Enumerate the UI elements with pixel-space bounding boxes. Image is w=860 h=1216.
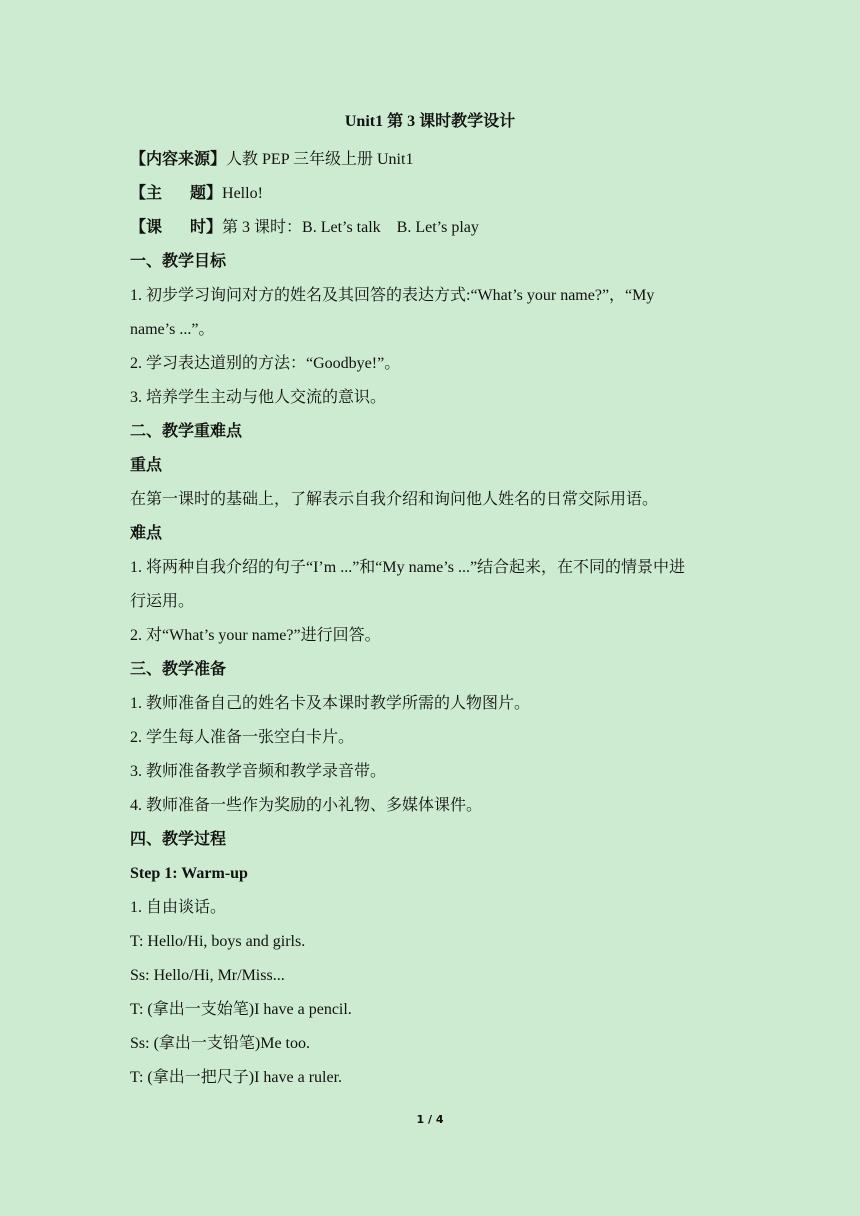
paragraph-line: 1. 将两种自我介绍的句子“I’m ...”和“My name’s ...”结合起来，在不同的情景中进 <box>130 559 686 576</box>
meta-topic-label: 【主 题】 <box>130 185 223 202</box>
paragraph-line: T: Hello/Hi, boys and girls. <box>130 933 306 950</box>
meta-topic <box>130 177 740 211</box>
paragraph-line: 1. 教师准备自己的姓名卡及本课时教学所需的人物图片。 <box>130 695 531 712</box>
section-heading-key-difficult: 二、教学重难点 <box>130 423 243 440</box>
meta-topic-value: Hello! <box>222 185 263 202</box>
paragraph-line: 2. 学生每人准备一张空白卡片。 <box>130 729 355 746</box>
page-number: 1 / 4 <box>416 1113 444 1126</box>
paragraph-line: 1. 自由谈话。 <box>130 899 227 916</box>
document-title: Unit1 第 3 课时教学设计 <box>344 113 516 130</box>
paragraph-line: 4. 教师准备一些作为奖励的小礼物、多媒体课件。 <box>130 797 483 814</box>
paragraph-line: 3. 培养学生主动与他人交流的意识。 <box>130 389 387 406</box>
paragraph-line: Ss: Hello/Hi, Mr/Miss... <box>130 967 285 984</box>
meta-lesson-value: 第 3 课时：B. Let’s talk B. Let’s play <box>222 219 479 236</box>
meta-lesson-label: 【课 时】 <box>130 219 223 236</box>
section-heading-preparation: 三、教学准备 <box>130 661 227 678</box>
meta-source-value: 人教 PEP 三年级上册 Unit1 <box>226 151 414 168</box>
meta-source-label: 【内容来源】 <box>130 151 227 168</box>
meta-lesson <box>130 211 740 245</box>
paragraph-line: 行运用。 <box>130 593 195 610</box>
section-heading-process: 四、教学过程 <box>130 831 227 848</box>
paragraph-line: 3. 教师准备教学音频和教学录音带。 <box>130 763 387 780</box>
paragraph-line: T: (拿出一支始笔)I have a pencil. <box>130 1001 352 1018</box>
paragraph-line: T: (拿出一把尺子)I have a ruler. <box>130 1069 343 1086</box>
paragraph-line: name’s ...”。 <box>130 321 215 338</box>
document-body <box>130 143 740 1095</box>
meta-source <box>130 143 740 177</box>
subheading-difficult: 难点 <box>130 525 163 542</box>
step-heading: Step 1: Warm-up <box>130 865 248 882</box>
paragraph-line: 2. 学习表达道别的方法：“Goodbye!”。 <box>130 355 401 372</box>
paragraph-line: 1. 初步学习询问对方的姓名及其回答的表达方式:“What’s your name?”，“My <box>130 287 655 304</box>
paragraph-line: 在第一课时的基础上，了解表示自我介绍和询问他人姓名的日常交际用语。 <box>130 491 659 508</box>
paragraph-line: Ss: (拿出一支铅笔)Me too. <box>130 1035 311 1052</box>
section-heading-objectives: 一、教学目标 <box>130 253 227 270</box>
subheading-key: 重点 <box>130 457 163 474</box>
paragraph-line: 2. 对“What’s your name?”进行回答。 <box>130 627 381 644</box>
